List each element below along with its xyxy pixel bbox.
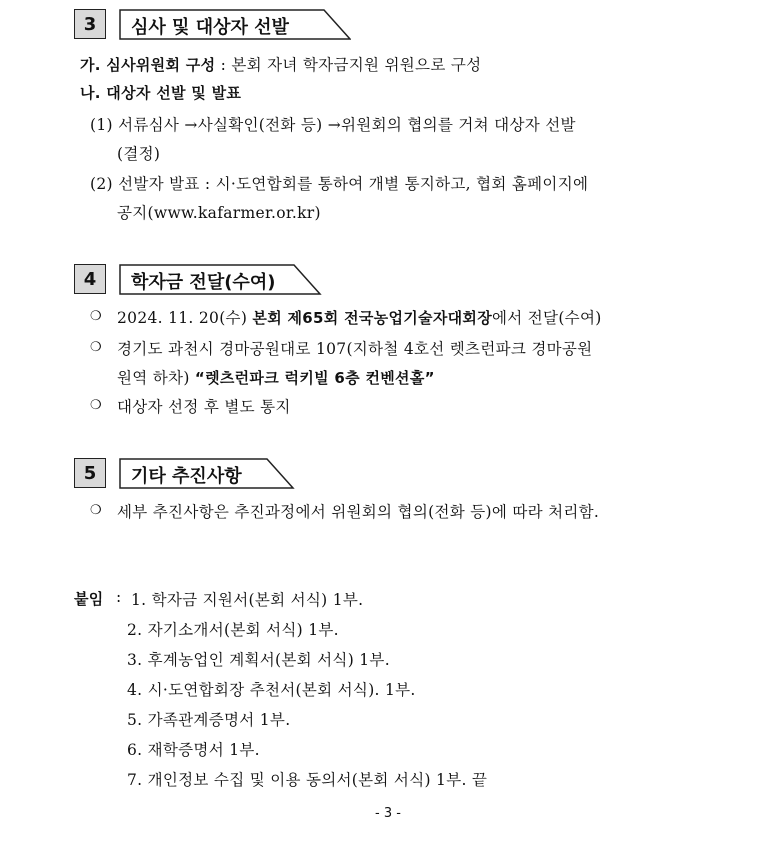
s4-item1-post: 에서 전달(수여) (492, 309, 602, 327)
attachment-item: 4. 시·도연합회장 추천서(본회 서식). 1부. (127, 681, 416, 699)
s4-item2-line2 (117, 366, 435, 388)
attachment-item: 6. 재학증명서 1부. (127, 741, 260, 759)
item-ga-text: : 본회 자녀 학자금지원 위원으로 구성 (220, 56, 482, 74)
item-ga-label: 가. 심사위원회 구성 (80, 56, 216, 74)
section-number: 4 (74, 264, 106, 294)
section-title-tab (119, 264, 351, 295)
s4-item2-line1: 경기도 과천시 경마공원대로 107(지하철 4호선 렛츠런파크 경마공원 (117, 340, 593, 358)
attachment-item: 3. 후계농업인 계획서(본회 서식) 1부. (127, 651, 390, 669)
attachment-item: 5. 가족관계증명서 1부. (127, 711, 291, 729)
s4-item1-date: 2024. 11. 20(수) (117, 309, 253, 327)
attachment-label: 붙임 (74, 590, 104, 608)
section-title-tab (119, 458, 351, 489)
item-na-label: 나. 대상자 선발 및 발표 (80, 84, 242, 102)
sub1-line2: (결정) (117, 145, 161, 163)
section-title-tab (119, 9, 351, 40)
s5-item1: 세부 추진사항은 추진과정에서 위원회의 협의(전화 등)에 따라 처리함. (117, 503, 600, 521)
attachment-item: 7. 개인정보 수집 및 이용 동의서(본회 서식) 1부. 끝 (127, 771, 488, 789)
s4-item1 (117, 306, 602, 328)
bullet-icon: ❍ (90, 340, 102, 355)
sub2-line1: (2) 선발자 발표 : 시·도연합회를 통하여 개별 통지하고, 협회 홈페이지에 (90, 175, 589, 193)
s4-item1-venue: 본회 제65회 전국농업기술자대회장 (252, 309, 492, 327)
attachment-colon: : (116, 588, 122, 606)
section-title: 심사 및 대상자 선발 (131, 17, 289, 38)
s4-item2-line2-pre: 원역 하차) (117, 369, 195, 387)
sub2-line2: 공지(www.kafarmer.or.kr) (117, 204, 321, 222)
section-title: 학자금 전달(수여) (131, 272, 276, 293)
bullet-icon: ❍ (90, 309, 102, 324)
sub1-line1: (1) 서류심사 →사실확인(전화 등) →위원회의 협의를 거쳐 대상자 선발 (90, 116, 576, 134)
section-title: 기타 추진사항 (131, 466, 242, 487)
attachment-item: 1. 학자금 지원서(본회 서식) 1부. (131, 591, 364, 609)
bullet-icon: ❍ (90, 398, 102, 413)
section-number: 5 (74, 458, 106, 488)
section-number: 3 (74, 9, 106, 39)
bullet-icon: ❍ (90, 503, 102, 518)
s4-item2-hall: “렛츠런파크 럭키빌 6층 컨벤션홀” (194, 369, 435, 387)
item-ga (80, 53, 481, 75)
s4-item3: 대상자 선정 후 별도 통지 (117, 398, 291, 416)
page-number: - 3 - (375, 806, 401, 821)
attachment-item: 2. 자기소개서(본회 서식) 1부. (127, 621, 339, 639)
